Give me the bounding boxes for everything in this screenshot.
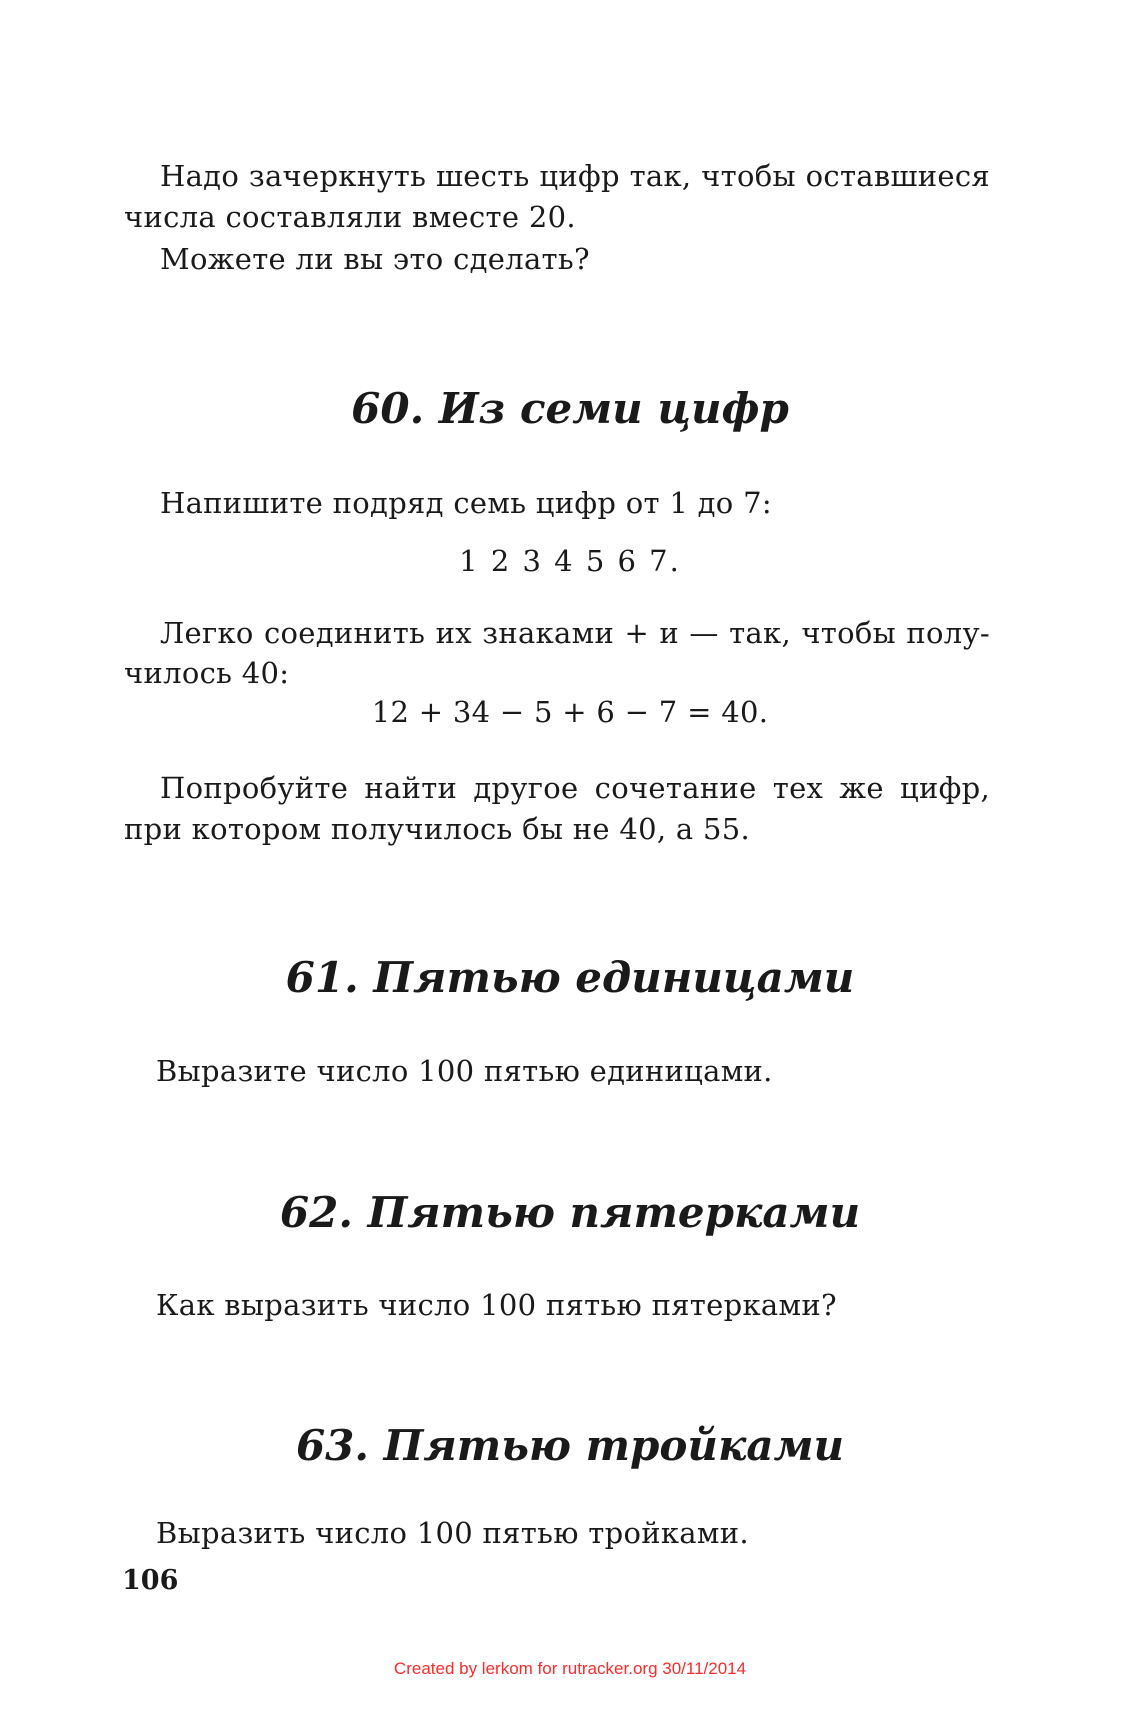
section-60-heading: 60. Из семи цифр — [351, 384, 789, 433]
section-60-paragraph-2-line-2: чилось 40: — [124, 656, 290, 690]
section-60-paragraph-3-line-2: при котором получилось бы не 40, а 55. — [124, 812, 751, 846]
page-number: 106 — [122, 1565, 179, 1596]
section-63-heading: 63. Пятью тройками — [295, 1421, 845, 1470]
section-60-paragraph-1: Напишите подряд семь цифр от 1 до 7: — [160, 486, 772, 520]
section-60-digits: 1 2 3 4 5 6 7. — [459, 544, 681, 578]
intro-line-2: числа составляли вместе 20. — [124, 200, 576, 234]
section-60-paragraph-2-line-1: Легко соединить их знаками + и — так, чтобы полу- — [160, 616, 990, 650]
section-62-text: Как выразить число 100 пятью пятерками? — [156, 1288, 837, 1322]
section-61-text: Выразите число 100 пятью единицами. — [156, 1054, 773, 1088]
section-63-text: Выразить число 100 пятью тройками. — [156, 1516, 749, 1550]
footer-watermark: Created by lerkom for rutracker.org 30/11/2014 — [393, 1659, 747, 1678]
section-60-paragraph-3-line-1: Попробуйте найти другое сочетание тех же цифр, — [160, 771, 990, 805]
section-62-heading: 62. Пятью пятерками — [279, 1188, 861, 1237]
intro-line-1: Надо зачеркнуть шесть цифр так, чтобы оставшиеся — [160, 159, 990, 193]
section-60-equation: 12 + 34 − 5 + 6 − 7 = 40. — [371, 695, 769, 729]
section-61-heading: 61. Пятью единицами — [285, 953, 855, 1002]
intro-line-3: Можете ли вы это сделать? — [160, 242, 590, 276]
